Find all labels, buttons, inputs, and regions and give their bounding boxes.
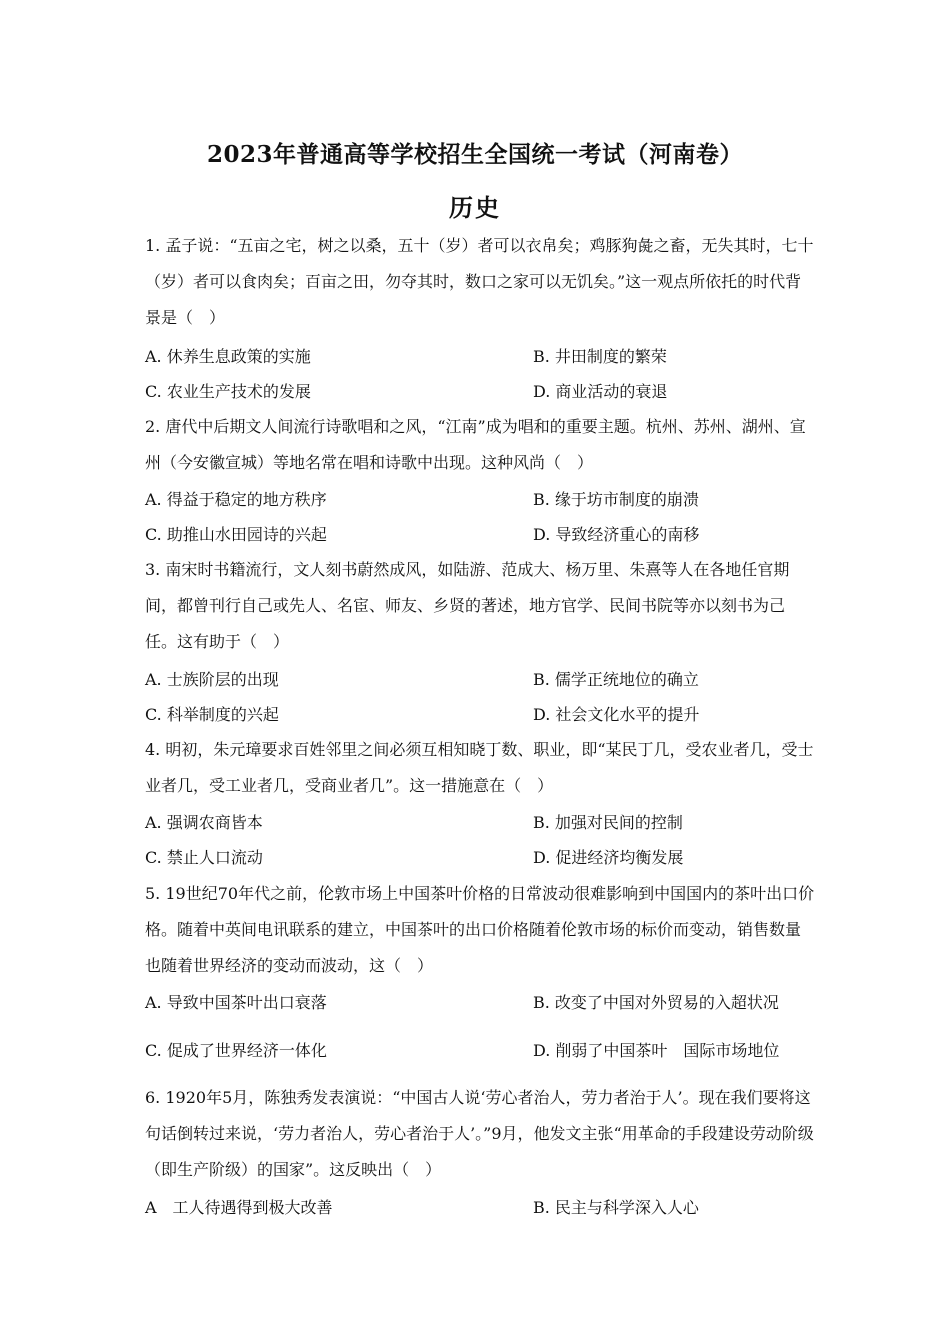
question-1-option-b: B. 井田制度的繁荣: [533, 347, 667, 366]
question-6-stem: 6. 1920年5月，陈独秀发表演说：“中国古人说‘劳心者治人，劳力者治于人’。现在我们要将这句话倒转过来说，‘劳力者治人，劳心者治于人’。”9月，他发文主张“用革命的手段建设劳动阶级（即生产阶级）的国家”。这反映出（ ）: [145, 1088, 814, 1179]
question-4-option-d: D. 促进经济均衡发展: [533, 848, 684, 867]
question-3-option-a: A. 士族阶层的出现: [145, 670, 279, 689]
question-3-option-d: D. 社会文化水平的提升: [533, 705, 700, 724]
question-2-stem: 2. 唐代中后期文人间流行诗歌唱和之风，“江南”成为唱和的重要主题。杭州、苏州、湖州、宣州（今安徽宣城）等地名常在唱和诗歌中出现。这种风尚（ ）: [145, 417, 806, 472]
question-1-stem: 1. 孟子说：“五亩之宅，树之以桑，五十（岁）者可以衣帛矣；鸡豚狗彘之畜，无失其时，七十（岁）者可以食肉矣；百亩之田，勿夺其时，数口之家可以无饥矣。”这一观点所依托的时代背景是（ ）: [145, 236, 814, 327]
question-4-option-c: C. 禁止人口流动: [145, 848, 263, 867]
question-6-option-b: B. 民主与科学深入人心: [533, 1198, 699, 1217]
question-5-stem: 5. 19世纪70年代之前，伦敦市场上中国茶叶价格的日常波动很难影响到中国国内的茶叶出口价格。随着中英间电讯联系的建立，中国茶叶的出口价格随着伦敦市场的标价而变动，销售数量也随着世界经济的变动而波动，这（ ）: [145, 884, 815, 975]
question-1-option-d: D. 商业活动的衰退: [533, 382, 668, 401]
question-2-option-b: B. 缘于坊市制度的崩溃: [533, 490, 699, 509]
question-2-option-a: A. 得益于稳定的地方秩序: [145, 490, 327, 509]
question-5-option-b: B. 改变了中国对外贸易的入超状况: [533, 993, 779, 1012]
question-4-option-b: B. 加强对民间的控制: [533, 813, 683, 832]
question-5-option-c: C. 促成了世界经济一体化: [145, 1041, 327, 1060]
question-5-option-a: A. 导致中国茶叶出口衰落: [145, 993, 327, 1012]
question-2-option-c: C. 助推山水田园诗的兴起: [145, 525, 327, 544]
question-3-option-b: B. 儒学正统地位的确立: [533, 670, 699, 689]
question-1-option-c: C. 农业生产技术的发展: [145, 382, 311, 401]
question-3-stem: 3. 南宋时书籍流行，文人刻书蔚然成风，如陆游、范成大、杨万里、朱熹等人在各地任官期间，都曾刊行自己或先人、名宦、师友、乡贤的著述，地方官学、民间书院等亦以刻书为己任。这有助于（ ）: [145, 560, 790, 651]
question-3-option-c: C. 科举制度的兴起: [145, 705, 279, 724]
question-4-option-a: A. 强调农商皆本: [145, 813, 263, 832]
exam-title: 2023年普通高等学校招生全国统一考试（河南卷）: [206, 141, 743, 168]
question-2-option-d: D. 导致经济重心的南移: [533, 525, 700, 544]
question-1-option-a: A. 休养生息政策的实施: [145, 347, 311, 366]
question-4-stem: 4. 明初，朱元璋要求百姓邻里之间必须互相知晓丁数、职业，即“某民丁几，受农业者几，受士业者几，受工业者几，受商业者几”。这一措施意在（ ）: [145, 740, 814, 795]
question-6-option-a: A 工人待遇得到极大改善: [145, 1198, 333, 1217]
question-5-option-d: D. 削弱了中国茶叶 国际市场地位: [533, 1041, 780, 1060]
subject-heading: 历史: [449, 193, 501, 222]
